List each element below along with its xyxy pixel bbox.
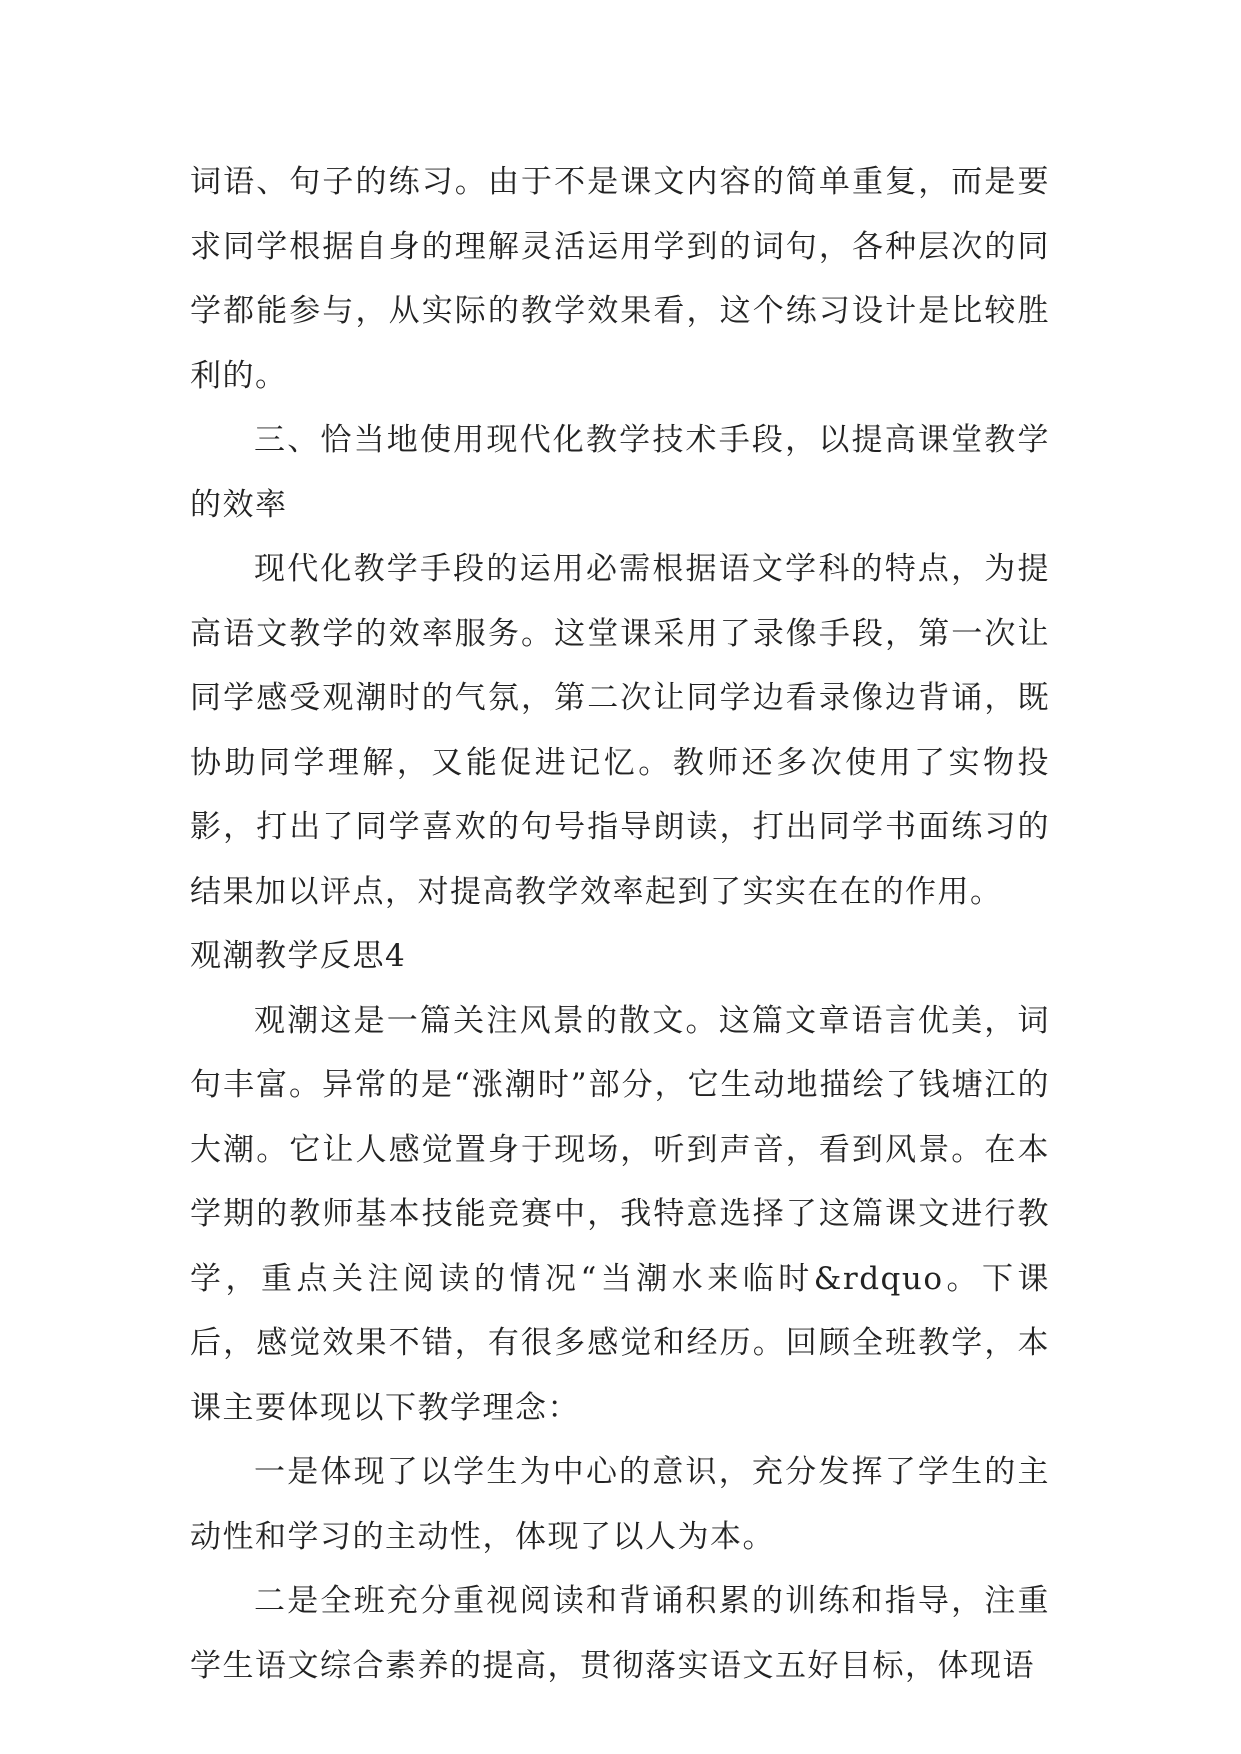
document-body xyxy=(190,150,1050,1698)
paragraph-point-one: 一是体现了以学生为中心的意识，充分发挥了学生的主动性和学习的主动性，体现了以人为本。 xyxy=(190,1454,1050,1555)
article-title-reflection-4: 观潮教学反思4 xyxy=(190,938,407,974)
paragraph-exercise-design: 词语、句子的练习。由于不是课文内容的简单重复，而是要求同学根据自身的理解灵活运用学到的词句，各种层次的同学都能参与，从实际的教学效果看，这个练习设计是比较胜利的。 xyxy=(190,164,1050,394)
section-heading-modern-techniques: 三、恰当地使用现代化教学技术手段，以提高课堂教学的效率 xyxy=(190,422,1050,523)
paragraph-modern-techniques: 现代化教学手段的运用必需根据语文学科的特点，为提高语文教学的效率服务。这堂课采用了录像手段，第一次让同学感受观潮时的气氛，第二次让同学边看录像边背诵，既协助同学理解，又能促进记忆。教师还多次使用了实物投影，打出了同学喜欢的句号指导朗读，打出同学书面练习的结果加以评点，对提高教学效率起到了实实在在的作用。 xyxy=(190,551,1050,910)
paragraph-intro-reflection-4: 观潮这是一篇关注风景的散文。这篇文章语言优美，词句丰富。异常的是“涨潮时”部分，它生动地描绘了钱塘江的大潮。它让人感觉置身于现场，听到声音，看到风景。在本学期的教师基本技能竞赛中，我特意选择了这篇课文进行教学，重点关注阅读的情况“当潮水来临时&rdquo。下课后，感觉效果不错，有很多感觉和经历。回顾全班教学，本课主要体现以下教学理念： xyxy=(190,1002,1050,1426)
paragraph-point-two: 二是全班充分重视阅读和背诵积累的训练和指导，注重学生语文综合素养的提高，贯彻落实语文五好目标，体现语 xyxy=(190,1583,1050,1684)
